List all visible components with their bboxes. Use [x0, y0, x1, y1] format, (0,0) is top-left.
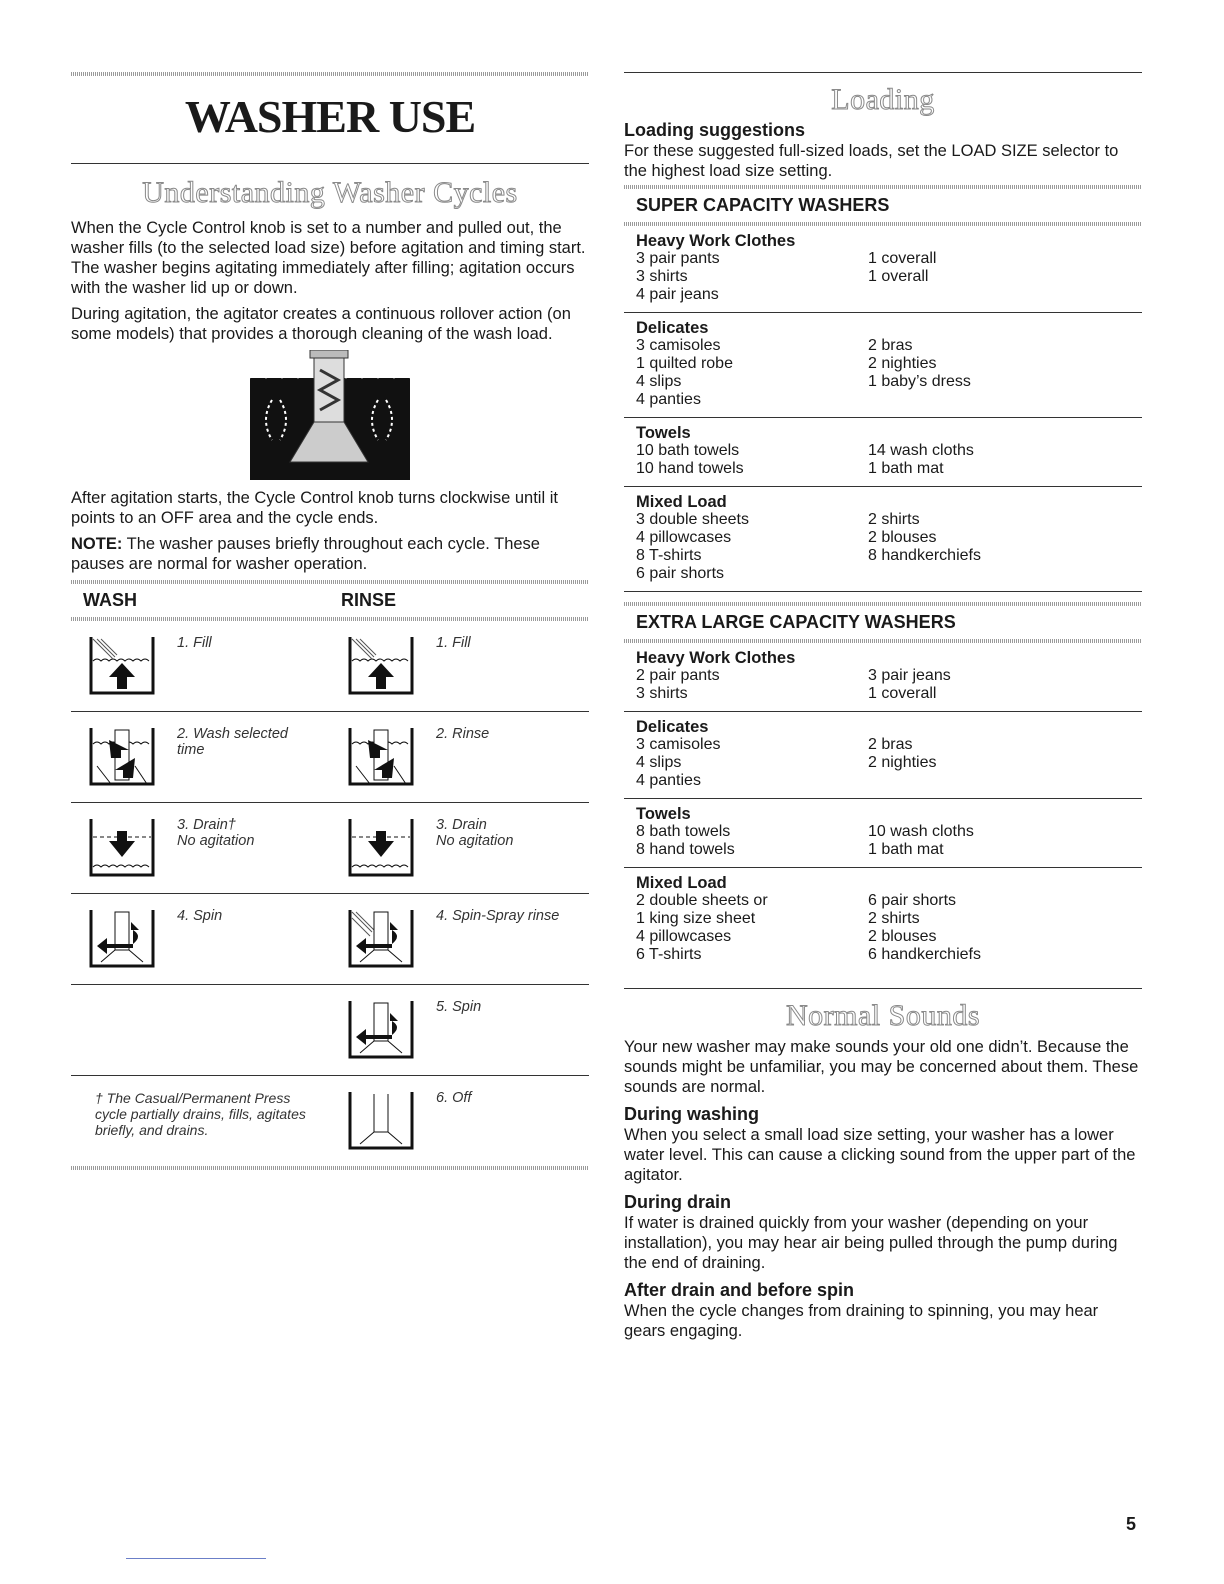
cycle-row [71, 712, 589, 803]
right-top-rule [624, 72, 1142, 73]
cycle-row [71, 1076, 589, 1166]
load-item: 2 shirts [868, 511, 920, 528]
title-rule [71, 163, 589, 164]
spin-icon [87, 908, 157, 970]
load-item: 1 king size sheet [636, 910, 756, 927]
load-item: 1 bath mat [868, 841, 944, 858]
right-column [624, 72, 1142, 1347]
load-item: 6 T-shirts [636, 946, 702, 963]
agitate-icon [346, 726, 416, 788]
load-item: 3 double sheets [636, 511, 749, 528]
load-group-columns [636, 511, 1130, 583]
fill-icon [346, 635, 416, 697]
rinse-step-label: 6. Off [436, 1090, 472, 1106]
during-washing-text: When you select a small load size setting, your washer has a lower water level. This can cause a clicking sound from the upper part of the agitator. [624, 1126, 1136, 1184]
cycle-row [71, 621, 589, 712]
load-group-name: Heavy Work Clothes [636, 232, 796, 250]
load-item: 2 bras [868, 736, 913, 753]
wash-step-agitate [71, 726, 330, 788]
wash-step-label: 3. Drain† No agitation [177, 817, 255, 849]
load-item: 1 coverall [868, 250, 937, 267]
load-group [624, 799, 1142, 868]
load-item: 10 bath towels [636, 442, 740, 459]
rinse-step-label: 1. Fill [436, 635, 471, 651]
load-column [636, 667, 868, 703]
load-group-name: Delicates [636, 319, 709, 337]
rinse-step-fill [330, 635, 589, 697]
during-drain-text: If water is drained quickly from your washer (depending on your installation), you may hear air being pulled through the pump during the end of draining. [624, 1214, 1118, 1272]
top-dotted-rule [71, 72, 589, 76]
load-item: 6 handkerchiefs [868, 946, 981, 963]
load-item: 4 panties [636, 391, 701, 408]
load-group [624, 868, 1142, 972]
load-item: 3 pair pants [636, 250, 720, 267]
after-drain-title: After drain and before spin [624, 1280, 855, 1300]
agitate-icon [87, 726, 157, 788]
load-item: 2 nighties [868, 754, 937, 771]
loading-suggestions-text: For these suggested full-sized loads, set the LOAD SIZE selector to the highest load size setting. [624, 142, 1119, 180]
super-capacity-groups [624, 226, 1142, 592]
load-column [636, 823, 868, 859]
normal-sounds-heading: Normal Sounds [786, 999, 980, 1032]
footnote: † The Casual/Permanent Press cycle partially drains, fills, agitates briefly, and drains. [95, 1090, 306, 1138]
rinse-step-drain [330, 817, 589, 879]
rinse-step-off [330, 1090, 589, 1152]
cycle-table-header [71, 584, 589, 617]
rinse-step-spin [330, 999, 589, 1061]
sounds-intro: Your new washer may make sounds your old one didn’t. Because the sounds might be unfamiliar, you may be concerned about them. These sounds are normal. [624, 1038, 1139, 1096]
load-item: 2 bras [868, 337, 913, 354]
rinse-step-label: 3. Drain No agitation [436, 817, 514, 849]
load-item: 1 overall [868, 268, 929, 285]
cycles-para-1: When the Cycle Control knob is set to a number and pulled out, the washer fills (to the selected load size) before agitation and timing start. The washer begins agitating immediately after filling; agitation occurs with the washer lid up or down. [71, 219, 586, 297]
wash-step-label: 4. Spin [177, 908, 223, 924]
wash-step-drain [71, 817, 330, 879]
page-title: WASHER USE [184, 91, 476, 142]
load-group-columns [636, 667, 1130, 703]
load-column [636, 892, 868, 964]
load-column [868, 736, 1130, 790]
load-item: 4 pillowcases [636, 529, 732, 546]
load-item: 4 panties [636, 772, 701, 789]
load-item: 3 camisoles [636, 337, 721, 354]
load-column [868, 892, 1130, 964]
drain-icon [87, 817, 157, 879]
load-item: 6 pair shorts [636, 565, 725, 582]
cycle-row [71, 803, 589, 894]
load-column [636, 250, 868, 304]
off-icon [346, 1090, 416, 1152]
load-item: 1 bath mat [868, 460, 944, 477]
cycles-para-3: After agitation starts, the Cycle Control knob turns clockwise until it points to an OFF area and the cycle ends. [71, 489, 558, 527]
load-item: 2 double sheets or [636, 892, 768, 909]
load-group-columns [636, 442, 1130, 478]
load-group [624, 418, 1142, 487]
load-item: 1 baby’s dress [868, 373, 971, 390]
spin-icon [346, 999, 416, 1061]
spin-spray-icon [346, 908, 416, 970]
agitator-illustration [250, 350, 410, 480]
wash-step-empty [71, 999, 330, 1061]
drain-icon [346, 817, 416, 879]
load-group-columns [636, 337, 1130, 409]
load-group-name: Towels [636, 805, 691, 823]
load-column [636, 511, 868, 583]
rinse-step-spin-spray [330, 908, 589, 970]
load-item: 3 camisoles [636, 736, 721, 753]
load-group-columns [636, 736, 1130, 790]
after-drain-text: When the cycle changes from draining to spinning, you may hear gears engaging. [624, 1302, 1099, 1340]
loading-suggestions-title: Loading suggestions [624, 120, 806, 140]
load-item: 4 pair jeans [636, 286, 719, 303]
page-number: 5 [1126, 1514, 1137, 1534]
load-item: 10 hand towels [636, 460, 744, 477]
load-item: 6 pair shorts [868, 892, 957, 909]
load-column [868, 442, 1130, 478]
load-item: 4 pillowcases [636, 928, 732, 945]
load-column [868, 667, 1130, 703]
rinse-step-label: 2. Rinse [436, 726, 490, 742]
loading-heading: Loading [831, 83, 935, 116]
load-column [868, 511, 1130, 583]
during-drain-title: During drain [624, 1192, 731, 1212]
cycles-heading: Understanding Washer Cycles [142, 176, 518, 209]
load-item: 1 quilted robe [636, 355, 733, 372]
load-item: 4 slips [636, 373, 682, 390]
sounds-top-rule [624, 988, 1142, 989]
rinse-header: RINSE [341, 590, 397, 610]
load-item: 2 blouses [868, 529, 937, 546]
load-group-columns [636, 892, 1130, 964]
rinse-step-label: 5. Spin [436, 999, 482, 1015]
during-washing-title: During washing [624, 1104, 759, 1124]
note-paragraph [71, 534, 589, 574]
load-item: 4 slips [636, 754, 682, 771]
cycle-row [71, 894, 589, 985]
extra-capacity-heading: EXTRA LARGE CAPACITY WASHERS [636, 612, 956, 632]
load-group-name: Heavy Work Clothes [636, 649, 796, 667]
load-item: 8 handkerchiefs [868, 547, 981, 564]
load-group [624, 643, 1142, 712]
load-column [636, 442, 868, 478]
load-group [624, 226, 1142, 313]
bottom-link-line [126, 1558, 266, 1559]
load-group-name: Delicates [636, 718, 709, 736]
load-group-name: Towels [636, 424, 691, 442]
load-item: 8 T-shirts [636, 547, 702, 564]
wash-header: WASH [83, 590, 137, 610]
load-group-name: Mixed Load [636, 493, 727, 511]
cycle-row [71, 985, 589, 1076]
wash-step-label: 2. Wash selected time [177, 726, 288, 758]
rinse-step-agitate [330, 726, 589, 788]
load-item: 14 wash cloths [868, 442, 974, 459]
table-bottom-dotted-rule [71, 1166, 589, 1170]
extra-capacity-groups [624, 643, 1142, 972]
super-capacity-heading: SUPER CAPACITY WASHERS [636, 195, 890, 215]
left-column [71, 72, 589, 1170]
load-group-name: Mixed Load [636, 874, 727, 892]
agitator-icon [250, 350, 410, 480]
rinse-step-label: 4. Spin-Spray rinse [436, 908, 560, 924]
load-item: 3 shirts [636, 268, 688, 285]
load-item: 2 pair pants [636, 667, 720, 684]
load-group [624, 712, 1142, 799]
load-group [624, 487, 1142, 592]
load-group-columns [636, 823, 1130, 859]
load-item: 8 hand towels [636, 841, 735, 858]
load-column [868, 823, 1130, 859]
cycles-para-2: During agitation, the agitator creates a continuous rollover action (on some models) that provides a thorough cleaning of the wash load. [71, 305, 571, 343]
load-column [868, 250, 1130, 304]
load-item: 10 wash cloths [868, 823, 974, 840]
wash-step-fill [71, 635, 330, 697]
load-item: 3 pair jeans [868, 667, 951, 684]
footnote-cell [71, 1090, 330, 1152]
wash-step-label: 1. Fill [177, 635, 212, 651]
load-column [868, 337, 1130, 409]
wash-step-spin [71, 908, 330, 970]
load-group-columns [636, 250, 1130, 304]
load-item: 3 shirts [636, 685, 688, 702]
load-column [636, 337, 868, 409]
load-group [624, 313, 1142, 418]
note-label: NOTE: [71, 535, 123, 553]
note-text: The washer pauses briefly throughout each cycle. These pauses are normal for washer operation. [71, 535, 540, 573]
load-item: 8 bath towels [636, 823, 731, 840]
load-column [636, 736, 868, 790]
load-item: 2 blouses [868, 928, 937, 945]
load-item: 2 shirts [868, 910, 920, 927]
load-item: 2 nighties [868, 355, 937, 372]
load-item: 1 coverall [868, 685, 937, 702]
fill-icon [87, 635, 157, 697]
